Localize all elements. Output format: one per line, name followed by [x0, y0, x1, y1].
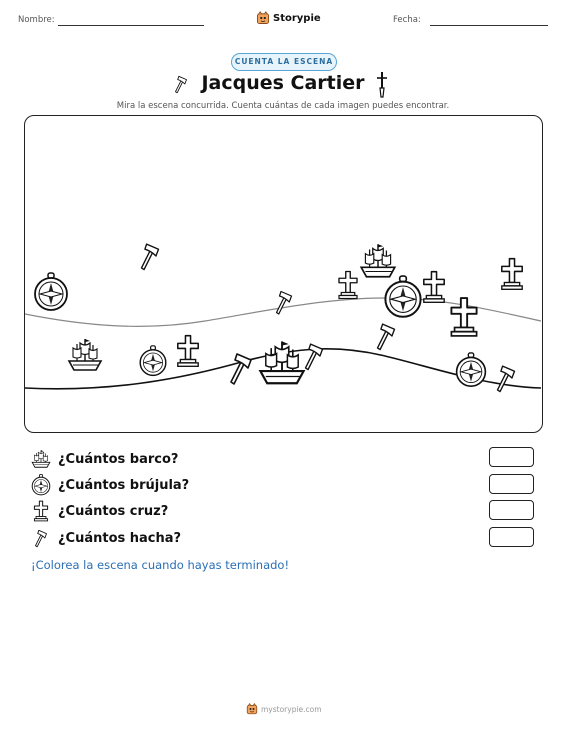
storypie-logo-icon [246, 703, 258, 715]
date-label: Fecha: [393, 15, 421, 25]
answer-box-axe[interactable] [489, 527, 534, 547]
ship-icon [30, 448, 52, 470]
axe-icon [170, 71, 192, 97]
cross-icon [339, 272, 357, 299]
axe-icon [30, 527, 52, 549]
axe-icon [378, 324, 395, 350]
name-field[interactable] [58, 25, 204, 26]
compass-icon [140, 346, 166, 376]
ship-icon [260, 341, 303, 383]
axe-icon [231, 354, 251, 384]
date-field[interactable] [430, 25, 548, 26]
footer-url: mystorypie.com [261, 704, 322, 714]
axe-icon [142, 244, 159, 270]
question-text: ¿Cuántos hacha? [58, 530, 182, 546]
answer-box-compass[interactable] [489, 474, 534, 494]
answer-box-cross[interactable] [489, 500, 534, 520]
scene-frame [24, 115, 543, 433]
scene-canvas [25, 116, 541, 431]
sword-icon [372, 70, 392, 98]
brand-name: Storypie [273, 12, 321, 24]
storypie-logo-icon [256, 11, 270, 25]
question-row-axe [30, 527, 540, 549]
compass-icon [35, 273, 67, 310]
ship-icon [69, 339, 101, 370]
question-row-compass [30, 474, 540, 496]
ship-icon [361, 244, 395, 277]
answer-box-ship[interactable] [489, 447, 534, 467]
footer [246, 703, 322, 715]
color-instruction: ¡Colorea la escena cuando hayas terminado! [31, 558, 290, 572]
cross-icon [424, 272, 444, 303]
axe-icon [498, 366, 515, 392]
question-text: ¿Cuántos cruz? [58, 503, 169, 519]
cross-icon [178, 336, 198, 367]
compass-icon [457, 353, 486, 386]
compass-icon [30, 474, 52, 496]
question-text: ¿Cuántos brújula? [58, 477, 190, 493]
activity-badge: CUENTA LA ESCENA [231, 53, 337, 71]
name-label: Nombre: [18, 15, 55, 25]
axe-icon [306, 344, 323, 370]
cross-icon [502, 259, 522, 290]
page-title: Jacques Cartier [201, 72, 365, 94]
question-row-ship [30, 448, 540, 470]
cross-icon [30, 500, 52, 522]
compass-icon [385, 276, 420, 317]
instructions: Mira la escena concurrida. Cuenta cuántas de cada imagen puedes encontrar. [116, 101, 450, 111]
question-text: ¿Cuántos barco? [58, 451, 179, 467]
question-row-cross [30, 500, 540, 522]
brand-logo [256, 11, 321, 25]
axe-icon [277, 292, 292, 315]
